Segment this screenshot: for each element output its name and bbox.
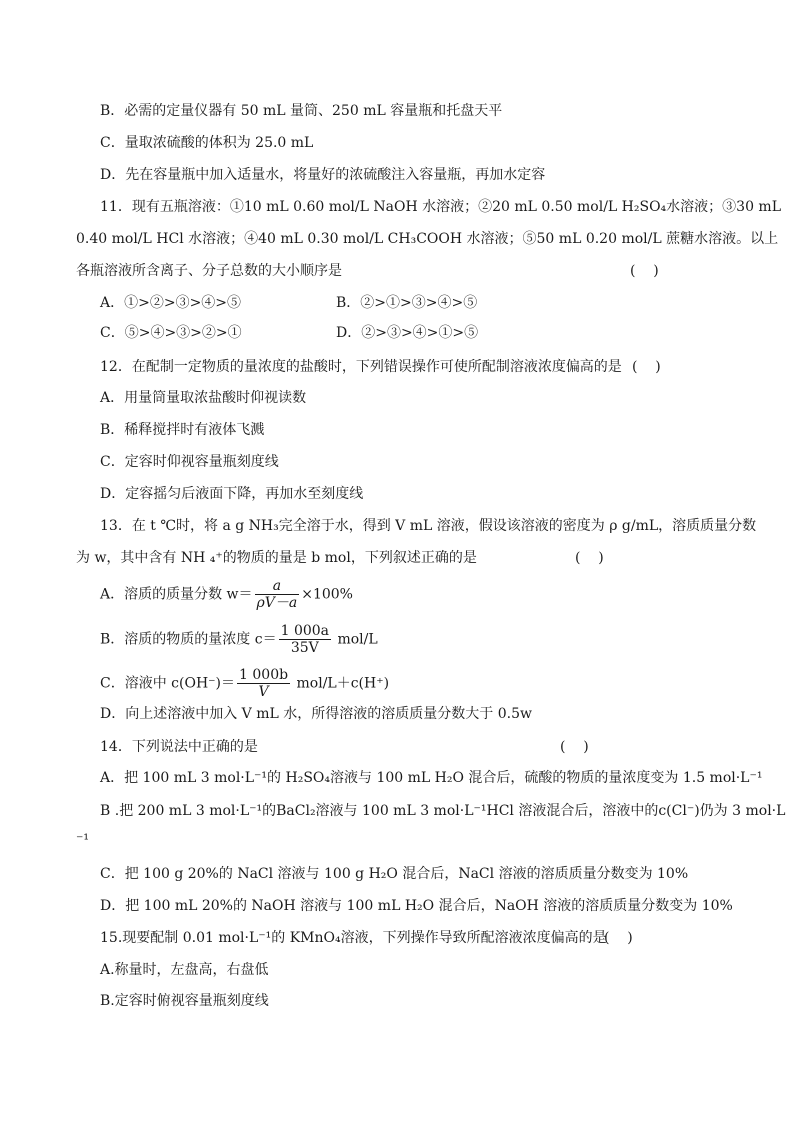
q10-option-c: C．量取浓硫酸的体积为 25.0 mL bbox=[100, 135, 314, 151]
q13-answer-paren: ( ) bbox=[575, 550, 604, 566]
q13-c-denominator: V bbox=[258, 684, 269, 700]
q13-option-d: D．向上述溶液中加入 V mL 水，所得溶液的溶质质量分数大于 0.5w bbox=[100, 706, 532, 722]
q12-option-d: D．定容摇匀后液面下降，再加水至刻度线 bbox=[100, 486, 364, 502]
q13-a-fraction bbox=[255, 578, 300, 611]
q14-option-b-line1: B .把 200 mL 3 mol·L⁻¹的BaCl₂溶液与 100 mL 3 mol·L⁻¹HCl 溶液混合后，溶液中的c(Cl⁻)仍为 3 mol·L bbox=[100, 803, 786, 819]
q11-option-c: C．⑤>④>③>②>① bbox=[100, 325, 242, 341]
q12-option-a: A．用量筒量取浓盐酸时仰视读数 bbox=[100, 390, 307, 406]
q13-stem-line1: 13．在 t ℃时，将 a g NH₃完全溶于水，得到 V mL 溶液，假设该溶液的密度为 ρ g/mL，溶质质量分数 bbox=[100, 518, 757, 534]
q15-option-a: A.称量时，左盘高，右盘低 bbox=[100, 962, 269, 978]
q14-answer-paren: ( ) bbox=[560, 739, 589, 755]
q13-c-suffix: mol/L＋c(H⁺) bbox=[292, 675, 390, 692]
q13-b-numerator: 1 000a bbox=[280, 623, 330, 639]
q14-option-b-line2: ⁻¹ bbox=[76, 832, 90, 848]
q12-answer-paren: ( ) bbox=[632, 359, 661, 375]
q11-option-a: A．①>②>③>④>⑤ bbox=[100, 295, 242, 311]
q13-option-c bbox=[100, 667, 389, 700]
q11-option-d: D．②>③>④>①>⑤ bbox=[336, 325, 479, 341]
q12-option-b: B．稀释搅拌时有液体飞溅 bbox=[100, 422, 265, 438]
q13-a-suffix: ×100% bbox=[301, 586, 353, 603]
q13-b-suffix: mol/L bbox=[333, 631, 378, 648]
q15-option-b: B.定容时俯视容量瓶刻度线 bbox=[100, 993, 269, 1009]
q13-b-fraction bbox=[279, 623, 331, 656]
q13-stem-line2: 为 w，其中含有 NH ₄⁺的物质的量是 b mol，下列叙述正确的是 bbox=[76, 550, 477, 566]
q13-a-numerator: a bbox=[255, 578, 300, 595]
q11-option-b: B．②>①>③>④>⑤ bbox=[336, 295, 478, 311]
q13-c-numerator: 1 000b bbox=[239, 667, 289, 683]
q15-answer-paren: ( ) bbox=[604, 930, 633, 946]
q13-b-denominator: 35V bbox=[290, 640, 319, 656]
q12-stem: 12．在配制一定物质的量浓度的盐酸时，下列错误操作可使所配制溶液浓度偏高的是 bbox=[100, 359, 622, 375]
q14-option-c: C．把 100 g 20%的 NaCl 溶液与 100 g H₂O 混合后，NaCl 溶液的溶质质量分数变为 10% bbox=[100, 866, 689, 882]
q10-option-d: D．先在容量瓶中加入适量水，将量好的浓硫酸注入容量瓶，再加水定容 bbox=[100, 167, 546, 183]
q12-option-c: C．定容时仰视容量瓶刻度线 bbox=[100, 454, 279, 470]
q15-stem: 15.现要配制 0.01 mol·L⁻¹的 KMnO₄溶液，下列操作导致所配溶液浓度偏高的是 bbox=[100, 930, 607, 946]
q11-stem-line2: 0.40 mol/L HCl 水溶液；④40 mL 0.30 mol/L CH₃COOH 水溶液；⑤50 mL 0.20 mol/L 蔗糖水溶液。以上 bbox=[76, 231, 779, 247]
q13-b-prefix: B．溶质的物质的量浓度 c＝ bbox=[100, 631, 277, 648]
q13-a-prefix: A．溶质的质量分数 w＝ bbox=[100, 586, 253, 603]
q14-stem: 14．下列说法中正确的是 bbox=[100, 739, 258, 755]
q13-c-fraction bbox=[237, 667, 290, 700]
q11-answer-paren: ( ) bbox=[630, 263, 659, 279]
q13-c-prefix: C．溶液中 c(OH⁻)＝ bbox=[100, 675, 236, 692]
q14-option-a: A．把 100 mL 3 mol·L⁻¹的 H₂SO₄溶液与 100 mL H₂O 混合后，硫酸的物质的量浓度变为 1.5 mol·L⁻¹ bbox=[100, 770, 763, 786]
q11-stem-line1: 11．现有五瓶溶液：①10 mL 0.60 mol/L NaOH 水溶液；②20 mL 0.50 mol/L H₂SO₄水溶液；③30 mL bbox=[100, 199, 781, 215]
q13-option-b bbox=[100, 623, 378, 656]
q14-option-d: D．把 100 mL 20%的 NaOH 溶液与 100 mL H₂O 混合后，NaOH 溶液的溶质质量分数变为 10% bbox=[100, 898, 733, 914]
q10-option-b: B．必需的定量仪器有 50 mL 量筒、250 mL 容量瓶和托盘天平 bbox=[100, 103, 503, 119]
q11-stem-line3: 各瓶溶液所含离子、分子总数的大小顺序是 bbox=[76, 263, 342, 279]
q13-a-denominator: ρV－a bbox=[256, 595, 298, 611]
q13-option-a bbox=[100, 578, 353, 611]
